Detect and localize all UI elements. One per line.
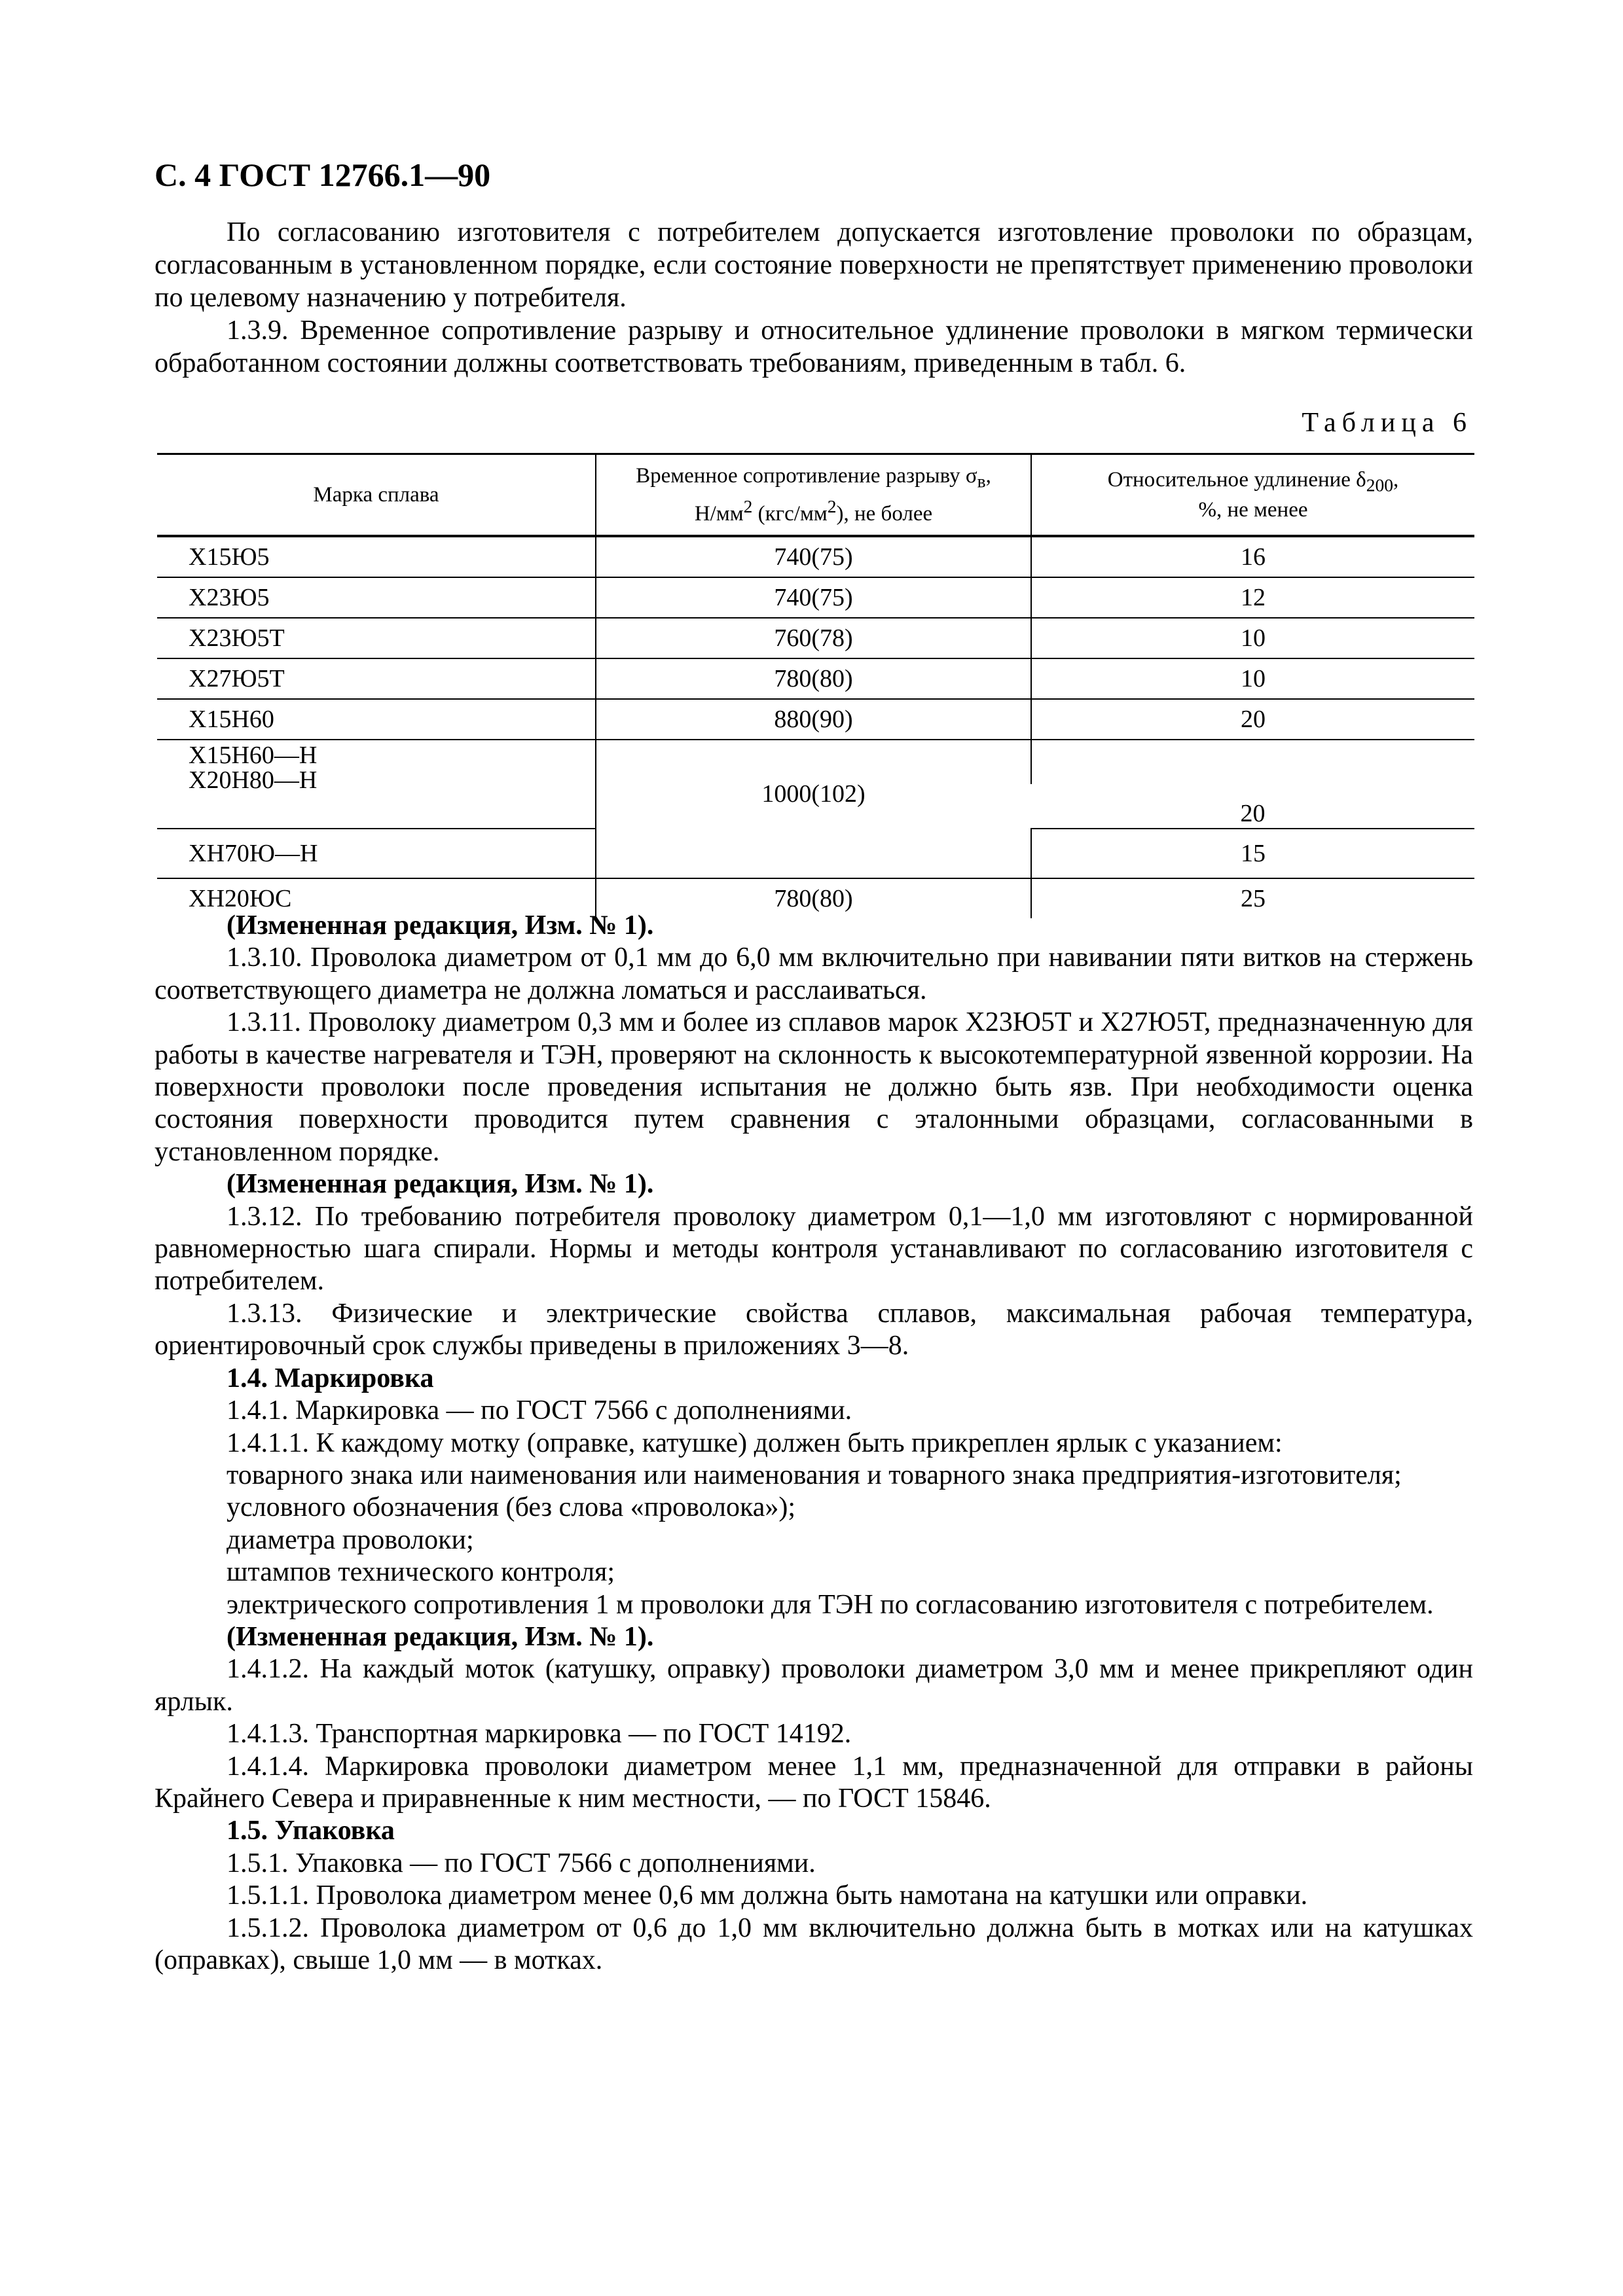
paragraph: 1.3.10. Проволока диаметром от 0,1 мм до 6,0 мм включительно при навивании пяти витков на стержень соответствующего диаметра не должна ломаться и расслаиваться. xyxy=(155,942,1473,1005)
elongation-cell: 10 xyxy=(1031,618,1474,658)
strength-cell: 740(75) xyxy=(596,536,1031,577)
table-row xyxy=(157,536,1474,577)
paragraph: 1.4.1.3. Транспортная маркировка — по ГОСТ 14192. xyxy=(227,1719,852,1749)
paragraph: 1.4.1. Маркировка — по ГОСТ 7566 с дополнениями. xyxy=(227,1395,852,1426)
list-item: диаметра проволоки; xyxy=(227,1524,474,1555)
strength-cell-merged: 1000(102) xyxy=(596,740,1031,878)
column-header-elongation xyxy=(1031,454,1474,537)
elongation-cell: 15 xyxy=(1031,829,1474,878)
table-row-group xyxy=(157,740,1474,784)
table-caption: Таблица 6 xyxy=(1302,408,1472,438)
header-text: , xyxy=(1393,467,1399,492)
elongation-cell: 10 xyxy=(1031,658,1474,699)
elongation-cell: 16 xyxy=(1031,536,1474,577)
list-item: товарного знака или наименования или наименования и товарного знака предприятия-изготовителя; xyxy=(227,1460,1402,1490)
header-subscript: 200 xyxy=(1366,475,1393,495)
table-row xyxy=(157,658,1474,699)
header-text: Временное сопротивление разрыву σ xyxy=(636,464,977,488)
header-text: ), не более xyxy=(836,501,933,526)
paragraph: По согласованию изготовителя с потребителем допускается изготовление проволоки по образцам, согласованным в установленном порядке, если состояние поверхности не препятствует применению проволоки по целевому назначению у потребителя. xyxy=(155,217,1473,313)
table-row xyxy=(157,577,1474,618)
header-text: Относительное удлинение δ xyxy=(1107,467,1366,492)
list-item: условного обозначения (без слова «проволока»); xyxy=(227,1492,796,1523)
paragraph: (Измененная редакция, Изм. № 1). xyxy=(227,1169,654,1200)
paragraph: 1.5.1.1. Проволока диаметром менее 0,6 мм должна быть намотана на катушки или оправки. xyxy=(227,1880,1308,1911)
strength-cell: 780(80) xyxy=(596,658,1031,699)
paragraph-1-3-9: 1.3.9. Временное сопротивление разрыву и относительное удлинение проволоки в мягком термически обработанном состоянии должны соответствовать требованиям, приведенным в табл. 6. xyxy=(155,315,1473,378)
alloy-grade-cell: ХН70Ю—Н xyxy=(157,829,596,878)
alloy-grade-cell: Х23Ю5Т xyxy=(157,618,596,658)
paragraph: 1.3.12. По требованию потребителя проволоку диаметром 0,1—1,0 мм изготовляют с нормированной равномерностью шага спирали. Нормы и методы контроля устанавливают по согласованию изготовителя с потребителем. xyxy=(155,1201,1473,1297)
table-row xyxy=(157,699,1474,740)
paragraph: 1.4.1.4. Маркировка проволоки диаметром менее 1,1 мм, предназначенной для отправки в районы Крайнего Севера и приравненные к ним местности, — по ГОСТ 15846. xyxy=(155,1751,1473,1814)
section-heading: 1.4. Маркировка xyxy=(227,1363,434,1393)
paragraph: 1.3.11. Проволоку диаметром 0,3 мм и более из сплавов марок Х23Ю5Т и Х27Ю5Т, предназначенную для работы в качестве нагревателя и ТЭН, проверяют на склонность к высокотемпературной язвенной коррозии. На поверхности проволоки после проведения испытания не должно быть язв. При необходимости оценка состояния поверхности проводится путем сравнения с эталонными образцами, согласованными в установленном порядке. xyxy=(155,1007,1473,1167)
paragraph: 1.4.1.2. На каждый моток (катушку, оправку) проволоки диаметром 3,0 мм и менее прикрепляют один ярлык. xyxy=(155,1654,1473,1717)
intro-text xyxy=(155,216,1473,380)
paragraph: 1.4.1.1. К каждому мотку (оправке, катушке) должен быть прикреплен ярлык с указанием: xyxy=(227,1427,1283,1458)
paragraph: 1.5.1.2. Проволока диаметром от 0,6 до 1,0 мм включительно должна быть в мотках или на катушках (оправках), свыше 1,0 мм — в мотках. xyxy=(155,1912,1473,1975)
header-superscript: 2 xyxy=(743,495,753,516)
table-6 xyxy=(157,453,1474,918)
alloy-grade-cell: Х15Н60 xyxy=(157,699,596,740)
paragraph: (Измененная редакция, Изм. № 1). xyxy=(227,1621,654,1652)
alloy-grade-cell-group xyxy=(157,740,596,829)
alloy-grade-cell: Х15Ю5 xyxy=(157,536,596,577)
column-header-alloy-grade: Марка сплава xyxy=(313,483,439,507)
body-text xyxy=(155,910,1473,1977)
alloy-grade-cell: Х23Ю5 xyxy=(157,577,596,618)
page-header: С. 4 ГОСТ 12766.1—90 xyxy=(155,156,491,193)
elongation-cell: 20 xyxy=(1031,699,1474,740)
header-text: , xyxy=(985,464,991,488)
alloy-grade-cell: ХН20ЮС xyxy=(189,885,292,912)
alloy-grade: Х20Н80—Н xyxy=(189,766,318,794)
elongation-cell: 12 xyxy=(1031,577,1474,618)
strength-cell: 780(80) xyxy=(596,878,1031,918)
paragraph: 1.3.13. Физические и электрические свойства сплавов, максимальная рабочая температура, ориентировочный срок службы приведены в приложениях 3—8. xyxy=(155,1298,1473,1361)
column-header-tensile-strength xyxy=(596,454,1031,537)
header-subscript: в xyxy=(977,471,986,492)
list-item: электрического сопротивления 1 м проволоки для ТЭН по согласованию изготовителя с потребителем. xyxy=(227,1589,1434,1620)
strength-cell: 740(75) xyxy=(596,577,1031,618)
table-header-row xyxy=(157,454,1474,537)
strength-cell: 880(90) xyxy=(596,699,1031,740)
header-text: %, не менее xyxy=(1198,498,1308,522)
elongation-cell: 25 xyxy=(1031,878,1474,918)
elongation-spacer-cell xyxy=(1031,740,1474,784)
alloy-grade: Х15Н60—Н xyxy=(189,742,318,769)
elongation-cell: 20 xyxy=(1031,784,1474,829)
list-item: штампов технического контроля; xyxy=(227,1557,615,1588)
header-text: Н/мм xyxy=(694,501,744,526)
paragraph: 1.5.1. Упаковка — по ГОСТ 7566 с дополнениями. xyxy=(227,1848,816,1878)
paragraph: (Измененная редакция, Изм. № 1). xyxy=(227,910,654,941)
header-text: (кгс/мм xyxy=(752,501,828,526)
table-row xyxy=(157,618,1474,658)
header-superscript: 2 xyxy=(827,495,837,516)
strength-cell: 760(78) xyxy=(596,618,1031,658)
section-heading: 1.5. Упаковка xyxy=(227,1816,395,1846)
alloy-grade-cell: Х27Ю5Т xyxy=(157,658,596,699)
properties-table xyxy=(157,453,1474,918)
